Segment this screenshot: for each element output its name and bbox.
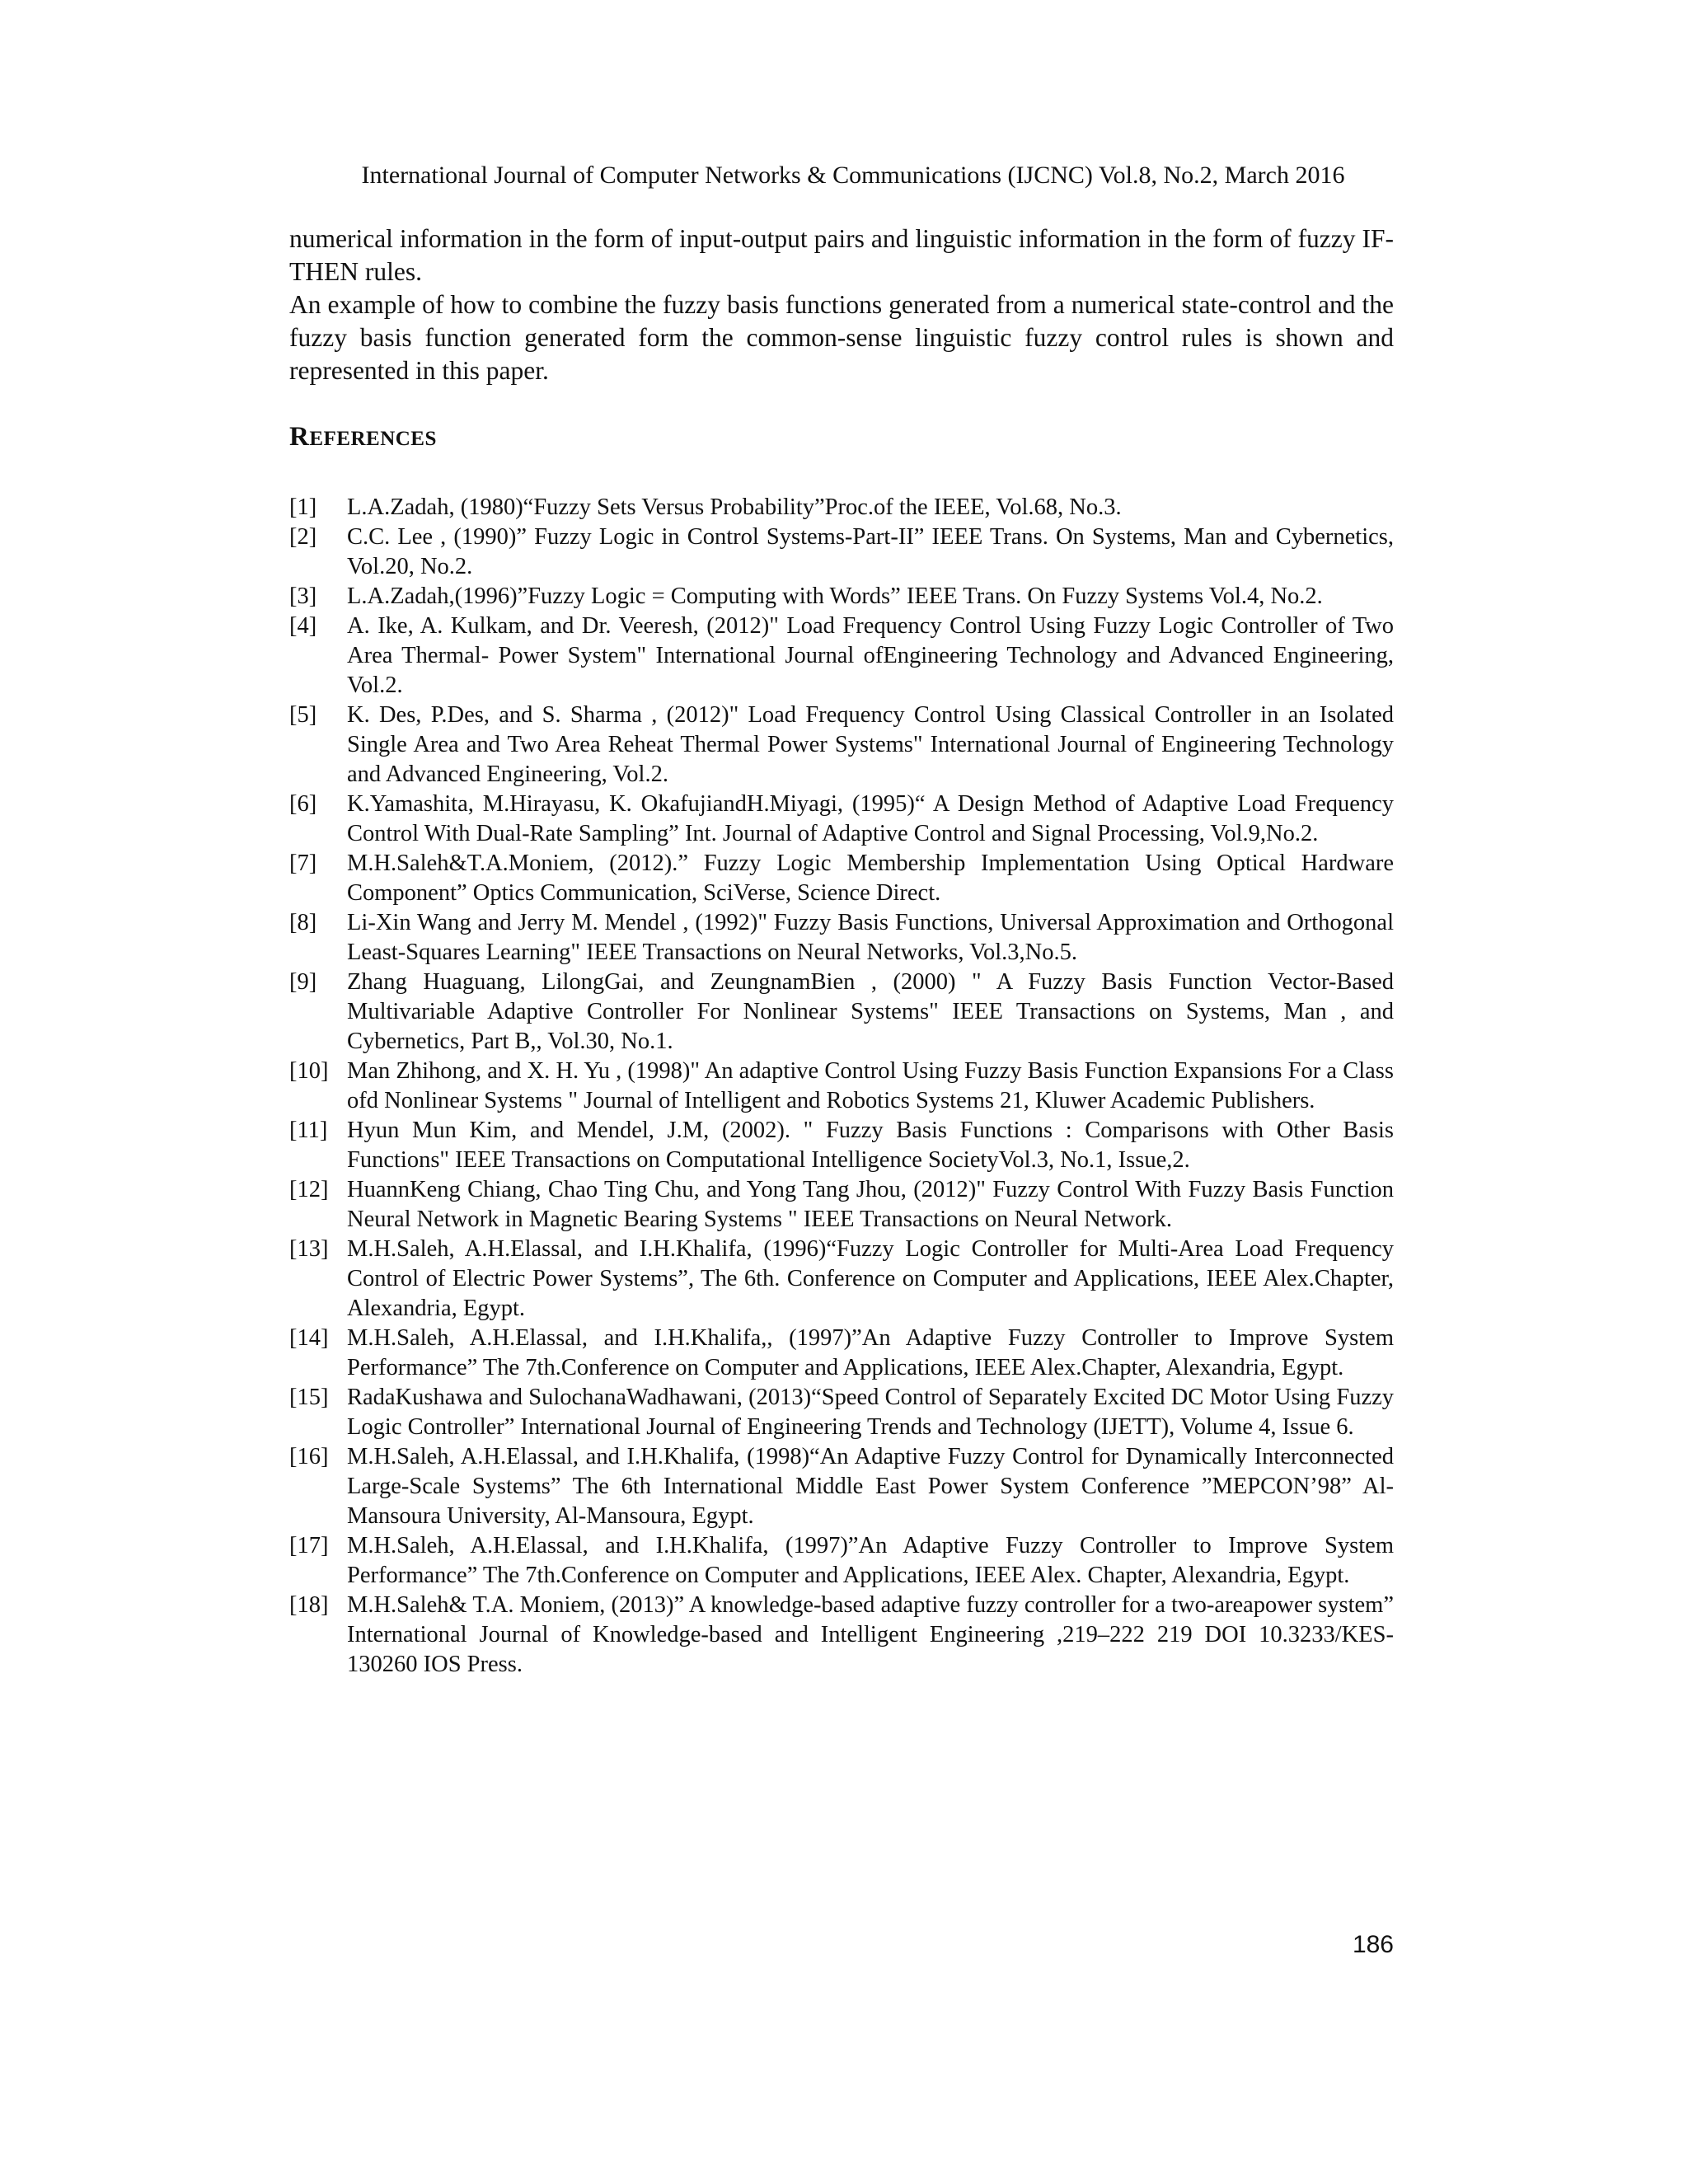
reference-text: Hyun Mun Kim, and Mendel, J.M, (2002). " Fuzzy Basis Functions : Comparisons with Other Basis Functions" IEEE Transactions on Computational Intelligence SocietyVol.3, No.1, Issue,2. <box>347 1118 1394 1173</box>
reference-number: [4] <box>289 613 317 639</box>
reference-text: L.A.Zadah,(1996)”Fuzzy Logic = Computing with Words” IEEE Trans. On Fuzzy Systems Vol.4, No.2. <box>347 583 1323 609</box>
reference-number: [1] <box>289 494 317 520</box>
page-number: 186 <box>1352 1931 1394 1958</box>
reference-text: A. Ike, A. Kulkam, and Dr. Veeresh, (2012)" Load Frequency Control Using Fuzzy Logic Controller of Two Area Thermal- Power System" International Journal ofEngineering Technology and Advanced Engineering, Vol.2. <box>347 613 1394 698</box>
reference-item <box>289 1442 1394 1531</box>
references-heading-rest: EFERENCES <box>309 428 437 450</box>
reference-item <box>289 1591 1394 1680</box>
reference-item <box>289 1324 1394 1383</box>
reference-item <box>289 1175 1394 1235</box>
reference-text: HuannKeng Chiang, Chao Ting Chu, and Yong Tang Jhou, (2012)" Fuzzy Control With Fuzzy Basis Function Neural Network in Magnetic Bearing Systems " IEEE Transactions on Neural Network. <box>347 1177 1394 1232</box>
reference-number: [12] <box>289 1177 329 1202</box>
reference-number: [17] <box>289 1533 329 1558</box>
running-header: International Journal of Computer Networks & Communications (IJCNC) Vol.8, No.2, March 2016 <box>361 162 1345 189</box>
reference-text: L.A.Zadah, (1980)“Fuzzy Sets Versus Probability”Proc.of the IEEE, Vol.68, No.3. <box>347 494 1122 520</box>
reference-number: [2] <box>289 524 317 550</box>
reference-item <box>289 493 1394 523</box>
reference-item <box>289 908 1394 968</box>
reference-item <box>289 1057 1394 1116</box>
reference-number: [3] <box>289 583 317 609</box>
reference-text: M.H.Saleh& T.A. Moniem, (2013)” A knowledge-based adaptive fuzzy controller for a two-areapower system” International Journal of Knowledge-based and Intelligent Engineering ,219–222 219 DOI 10.3233/KES-130260 IOS Press. <box>347 1592 1394 1677</box>
reference-text: C.C. Lee , (1990)” Fuzzy Logic in Control Systems-Part-II” IEEE Trans. On Systems, Man and Cybernetics, Vol.20, No.2. <box>347 524 1394 579</box>
reference-text: Li-Xin Wang and Jerry M. Mendel , (1992)" Fuzzy Basis Functions, Universal Approximation and Orthogonal Least-Squares Learning" IEEE Transactions on Neural Networks, Vol.3,No.5. <box>347 910 1394 965</box>
reference-item <box>289 790 1394 849</box>
reference-text: K. Des, P.Des, and S. Sharma , (2012)" Load Frequency Control Using Classical Controller in an Isolated Single Area and Two Area Reheat Thermal Power Systems" International Journal of Engineering Technology and Advanced Engineering, Vol.2. <box>347 702 1394 787</box>
references-heading <box>289 420 437 456</box>
reference-text: M.H.Saleh, A.H.Elassal, and I.H.Khalifa, (1997)”An Adaptive Fuzzy Controller to Improve System Performance” The 7th.Conference on Computer and Applications, IEEE Alex. Chapter, Alexandria, Egypt. <box>347 1533 1394 1588</box>
reference-item <box>289 849 1394 908</box>
reference-item <box>289 523 1394 582</box>
reference-text: M.H.Saleh, A.H.Elassal, and I.H.Khalifa, (1996)“Fuzzy Logic Controller for Multi-Area Load Frequency Control of Electric Power Systems”, The 6th. Conference on Computer and Applications, IEEE Alex.Chapter, Alexandria, Egypt. <box>347 1236 1394 1321</box>
references-heading-initial: R <box>289 422 310 452</box>
reference-text: M.H.Saleh&T.A.Moniem, (2012).” Fuzzy Logic Membership Implementation Using Optical Hardware Component” Optics Communication, SciVerse, Science Direct. <box>347 851 1394 906</box>
reference-number: [14] <box>289 1325 329 1351</box>
reference-item <box>289 582 1394 612</box>
body-text <box>289 223 1394 387</box>
reference-text: RadaKushawa and SulochanaWadhawani, (2013)“Speed Control of Separately Excited DC Motor Using Fuzzy Logic Controller” International Journal of Engineering Trends and Technology (IJETT), Volume 4, Issue 6. <box>347 1385 1394 1440</box>
reference-item <box>289 1235 1394 1324</box>
reference-number: [5] <box>289 702 317 728</box>
reference-list <box>289 493 1394 1680</box>
reference-item <box>289 612 1394 701</box>
reference-number: [16] <box>289 1444 329 1469</box>
reference-item <box>289 968 1394 1057</box>
reference-text: M.H.Saleh, A.H.Elassal, and I.H.Khalifa, (1998)“An Adaptive Fuzzy Control for Dynamically Interconnected Large-Scale Systems” The 6th International Middle East Power System Conference ”MEPCON’98” Al-Mansoura University, Al-Mansoura, Egypt. <box>347 1444 1394 1529</box>
reference-text: Man Zhihong, and X. H. Yu , (1998)" An adaptive Control Using Fuzzy Basis Function Expansions For a Class ofd Nonlinear Systems " Journal of Intelligent and Robotics Systems 21, Kluwer Academic Publishers. <box>347 1058 1394 1113</box>
reference-text: M.H.Saleh, A.H.Elassal, and I.H.Khalifa,, (1997)”An Adaptive Fuzzy Controller to Improve System Performance” The 7th.Conference on Computer and Applications, IEEE Alex.Chapter, Alexandria, Egypt. <box>347 1325 1394 1380</box>
reference-number: [11] <box>289 1118 328 1143</box>
paragraph: An example of how to combine the fuzzy basis functions generated from a numerical state-control and the fuzzy basis function generated form the common-sense linguistic fuzzy control rules is shown and represented in this paper. <box>289 290 1394 385</box>
reference-number: [10] <box>289 1058 329 1084</box>
reference-number: [6] <box>289 791 317 817</box>
reference-item <box>289 1531 1394 1591</box>
reference-item <box>289 1383 1394 1442</box>
reference-item <box>289 701 1394 790</box>
reference-number: [8] <box>289 910 317 935</box>
reference-number: [18] <box>289 1592 329 1618</box>
reference-number: [7] <box>289 851 317 876</box>
reference-number: [13] <box>289 1236 329 1262</box>
reference-text: Zhang Huaguang, LilongGai, and ZeungnamBien , (2000) " A Fuzzy Basis Function Vector-Based Multivariable Adaptive Controller For Nonlinear Systems" IEEE Transactions on Systems, Man , and Cybernetics, Part B,, Vol.30, No.1. <box>347 969 1394 1054</box>
paragraph: numerical information in the form of input-output pairs and linguistic information in the form of fuzzy IF-THEN rules. <box>289 224 1394 286</box>
reference-number: [15] <box>289 1385 329 1410</box>
reference-item <box>289 1116 1394 1175</box>
reference-text: K.Yamashita, M.Hirayasu, K. OkafujiandH.Miyagi, (1995)“ A Design Method of Adaptive Load Frequency Control With Dual-Rate Sampling” Int. Journal of Adaptive Control and Signal Processing, Vol.9,No.2. <box>347 791 1394 846</box>
reference-number: [9] <box>289 969 317 995</box>
